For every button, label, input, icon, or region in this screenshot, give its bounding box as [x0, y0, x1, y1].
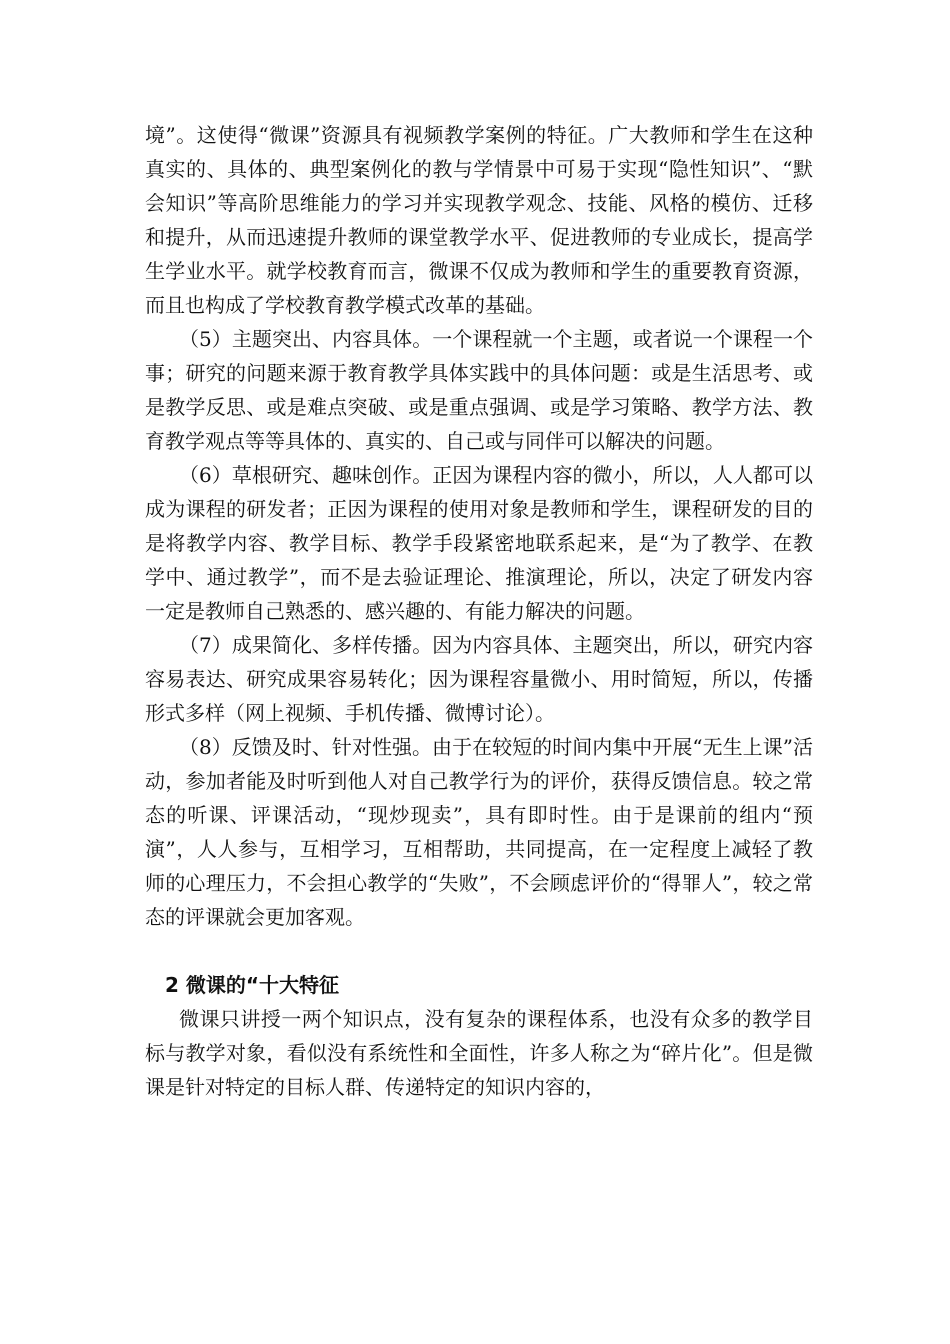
paragraph-item-6: （6）草根研究、趣味创作。正因为课程内容的微小，所以，人人都可以成为课程的研发者；正因为课程的使用对象是教师和学生，课程研发的目的是将教学内容、教学目标、教学手段紧密地联系起来，是“为了教学、在教学中、通过教学”，而不是去验证理论、推演理论，所以，决定了研发内容一定是教师自己熟悉的、感兴趣的、有能力解决的问题。 [145, 463, 813, 623]
paragraph-item-5: （5）主题突出、内容具体。一个课程就一个主题，或者说一个课程一个事；研究的问题来源于教育教学具体实践中的具体问题：或是生活思考、或是教学反思、或是难点突破、或是重点强调、或是学习策略、教学方法、教育教学观点等等具体的、真实的、自己或与同伴可以解决的问题。 [145, 327, 813, 453]
paragraph-continuation: 境”。这使得“微课”资源具有视频教学案例的特征。广大教师和学生在这种真实的、具体的、典型案例化的教与学情景中可易于实现“隐性知识”、“默会知识”等高阶思维能力的学习并实现教学观念、技能、风格的模仿、迁移和提升，从而迅速提升教师的课堂教学水平、促进教师的专业成长，提高学生学业水平。就学校教育而言，微课不仅成为教师和学生的重要教育资源，而且也构成了学校教育教学模式改革的基础。 [145, 123, 813, 317]
paragraph-item-7: （7）成果简化、多样传播。因为内容具体、主题突出，所以，研究内容容易表达、研究成果容易转化；因为课程容量微小、用时简短，所以，传播形式多样（网上视频、手机传播、微博讨论）。 [145, 633, 813, 725]
section-heading: 2 微课的“十大特征 [165, 973, 340, 997]
document-body [145, 118, 813, 1104]
paragraph-item-8: （8）反馈及时、针对性强。由于在较短的时间内集中开展“无生上课”活动，参加者能及时听到他人对自己教学行为的评价，获得反馈信息。较之常态的听课、评课活动，“现炒现卖”，具有即时性。由于是课前的组内“预演”，人人参与，互相学习，互相帮助，共同提高，在一定程度上减轻了教师的心理压力，不会担心教学的“失败”，不会顾虑评价的“得罪人”，较之常态的评课就会更加客观。 [145, 735, 813, 929]
section-intro-paragraph: 微课只讲授一两个知识点，没有复杂的课程体系，也没有众多的教学目标与教学对象，看似没有系统性和全面性，许多人称之为“碎片化”。但是微课是针对特定的目标人群、传递特定的知识内容的， [145, 1007, 813, 1099]
